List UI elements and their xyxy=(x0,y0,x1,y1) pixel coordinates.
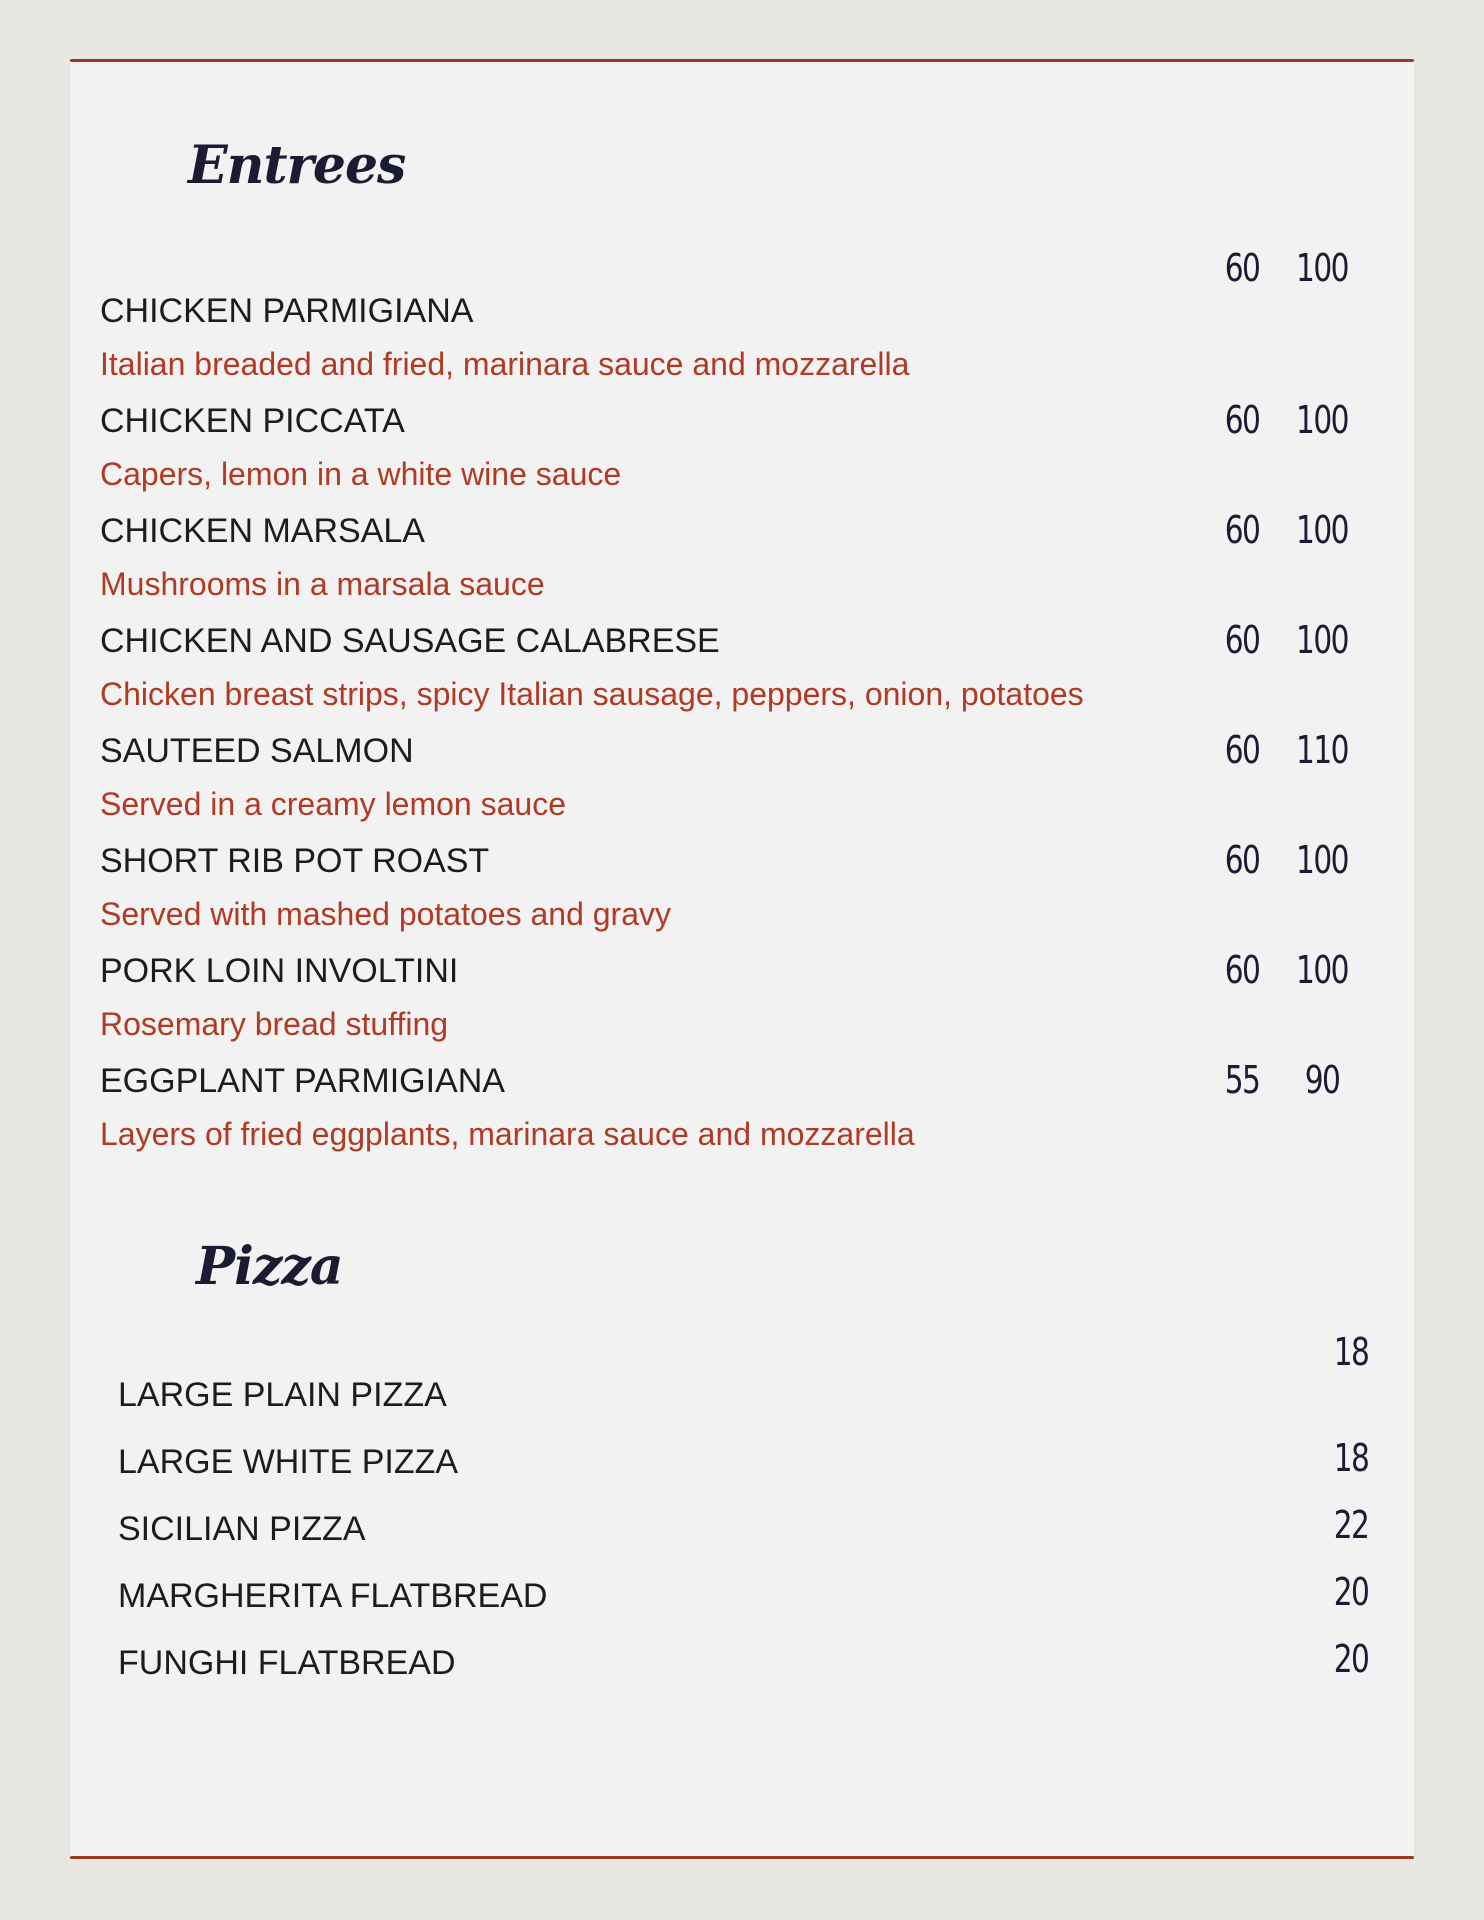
entree-name: CHICKEN AND SAUSAGE CALABRESE xyxy=(100,622,720,660)
entree-price-small: 60 xyxy=(1224,838,1260,882)
top-border-rule xyxy=(70,59,1414,62)
pizza-price: 20 xyxy=(1333,1570,1368,1614)
entree-price-large: 100 xyxy=(1296,618,1348,662)
entree-price-large: 100 xyxy=(1296,948,1348,992)
entree-price-large: 100 xyxy=(1296,398,1348,442)
entree-price-small: 55 xyxy=(1224,1058,1260,1102)
entree-description: Italian breaded and fried, marinara sauce and mozzarella xyxy=(100,346,910,382)
entree-price-large: 90 xyxy=(1304,1058,1340,1102)
entree-price-large: 110 xyxy=(1296,728,1348,772)
pizza-name: LARGE WHITE PIZZA xyxy=(118,1443,459,1481)
entree-description: Mushrooms in a marsala sauce xyxy=(100,566,545,602)
pizza-name: LARGE PLAIN PIZZA xyxy=(118,1376,447,1414)
entree-description: Served in a creamy lemon sauce xyxy=(100,786,566,822)
entree-price-small: 60 xyxy=(1224,618,1260,662)
pizza-price: 18 xyxy=(1333,1330,1368,1374)
pizza-name: FUNGHI FLATBREAD xyxy=(118,1644,456,1682)
entree-description: Served with mashed potatoes and gravy xyxy=(100,896,671,932)
pizza-price: 18 xyxy=(1333,1436,1368,1480)
entree-name: CHICKEN PARMIGIANA xyxy=(100,292,474,330)
entree-name: EGGPLANT PARMIGIANA xyxy=(100,1062,505,1100)
entree-price-small: 60 xyxy=(1224,948,1260,992)
bottom-border-rule xyxy=(70,1856,1414,1859)
entree-price-small: 60 xyxy=(1224,508,1260,552)
entrees-title: Entrees xyxy=(188,135,406,196)
pizza-title: Pizza xyxy=(196,1236,343,1297)
pizza-name: SICILIAN PIZZA xyxy=(118,1510,366,1548)
pizza-price: 20 xyxy=(1333,1637,1368,1681)
entree-price-large: 100 xyxy=(1296,838,1348,882)
entree-price-large: 100 xyxy=(1296,508,1348,552)
pizza-price: 22 xyxy=(1333,1503,1368,1547)
entree-description: Capers, lemon in a white wine sauce xyxy=(100,456,622,492)
entree-description: Rosemary bread stuffing xyxy=(100,1006,449,1042)
entree-name: CHICKEN MARSALA xyxy=(100,512,425,550)
entree-price-small: 60 xyxy=(1224,246,1260,290)
entree-name: SHORT RIB POT ROAST xyxy=(100,842,490,880)
entree-price-small: 60 xyxy=(1224,398,1260,442)
entree-description: Layers of fried eggplants, marinara sauce and mozzarella xyxy=(100,1116,915,1152)
entree-name: CHICKEN PICCATA xyxy=(100,402,405,440)
entree-price-large: 100 xyxy=(1296,246,1348,290)
pizza-name: MARGHERITA FLATBREAD xyxy=(118,1577,548,1615)
entree-description: Chicken breast strips, spicy Italian sausage, peppers, onion, potatoes xyxy=(100,676,1084,712)
entree-price-small: 60 xyxy=(1224,728,1260,772)
entree-name: SAUTEED SALMON xyxy=(100,732,414,770)
entree-name: PORK LOIN INVOLTINI xyxy=(100,952,459,990)
